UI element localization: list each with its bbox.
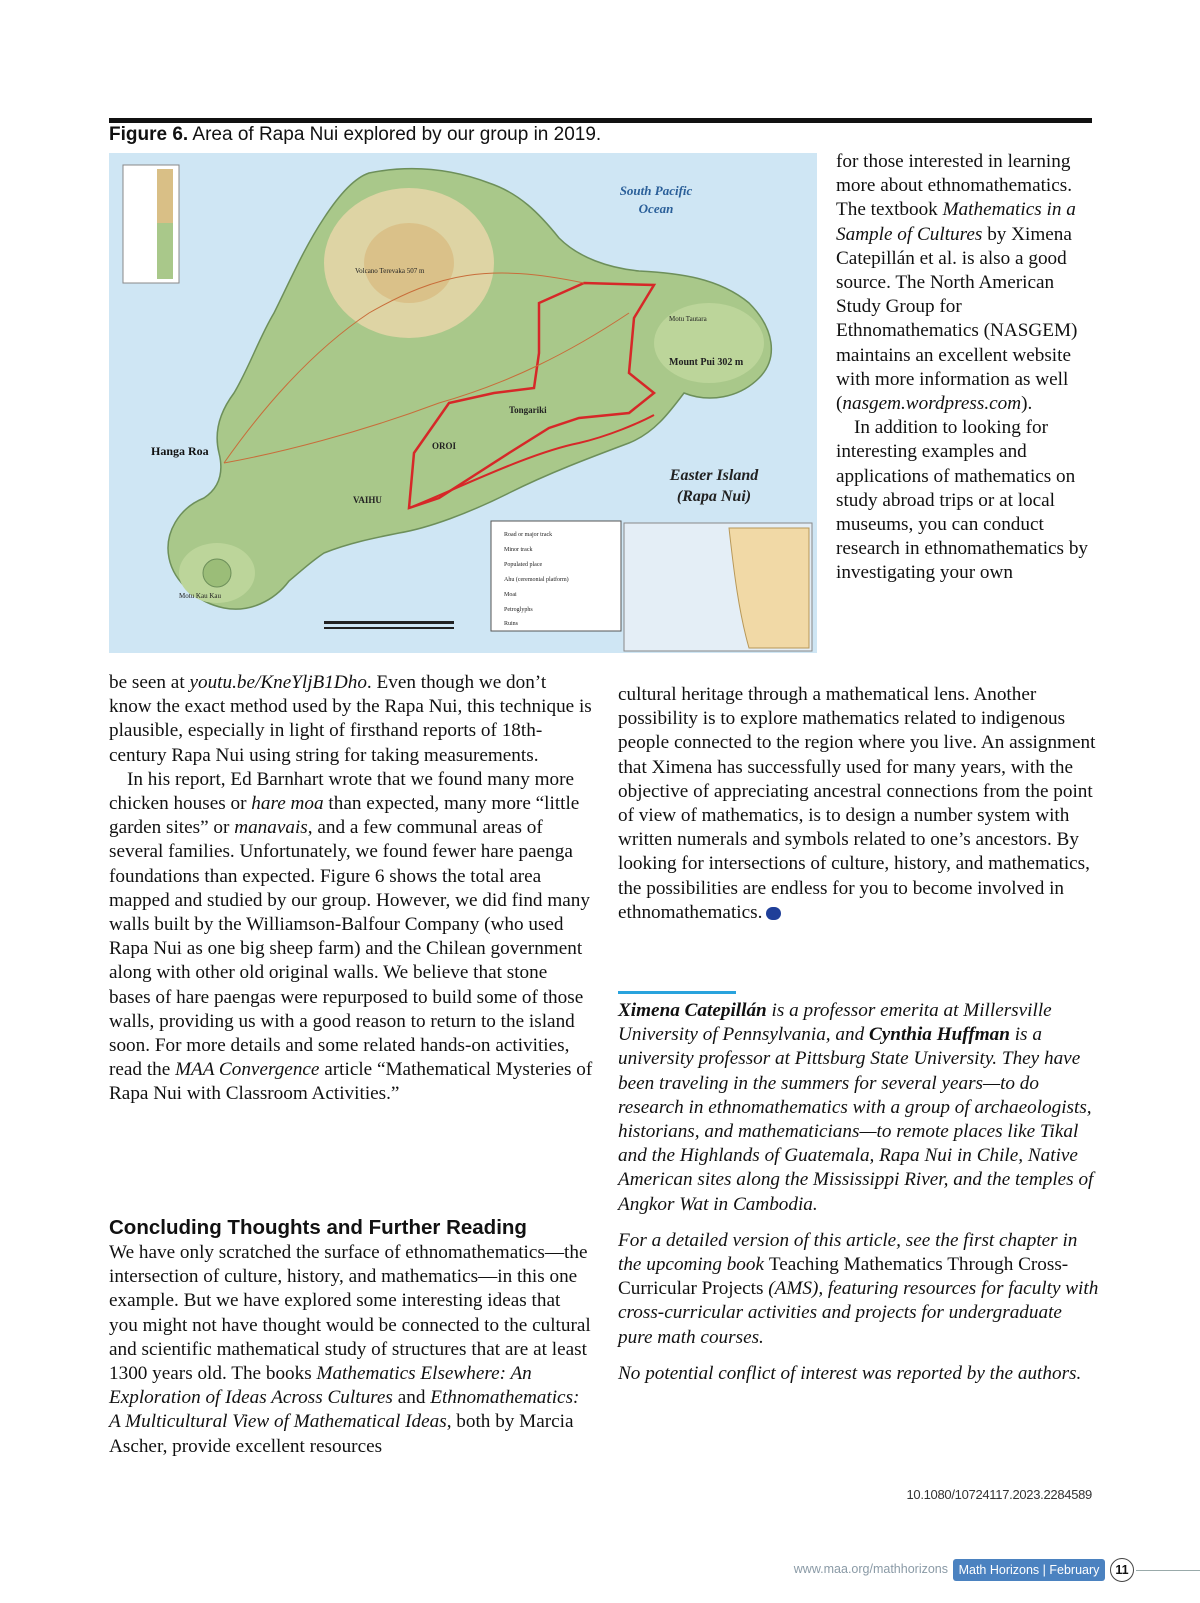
p2-b: than expected, many more “little garden sites” or [109,793,580,839]
ocean-label-2: Ocean [638,201,674,216]
location-inset [624,523,812,651]
para1-a: for those interested in learning more about ethnomathematics. The textbook [836,151,1073,221]
legend-ruins: Ruins [504,621,519,627]
island-title-1: Easter Island [669,467,759,484]
ocean-label-1: South Pacific [619,183,693,198]
page-number: 11 [1110,1558,1134,1582]
section-heading: Concluding Thoughts and Further Reading [109,1216,527,1239]
hatu-hi-label: Tongariki [509,405,547,415]
para1-b: by Ximena Catepillán et al. is also a good source. The North American Study Group for Ethnomathematics (NASGEM) maintains an excellent website with more information as well ( [836,223,1078,415]
rano-kau-crater [203,559,231,587]
p3-c: , both by Marcia Ascher, provide excellent resources [109,1411,574,1457]
terevaka-peak [364,223,454,303]
para1-book-title: Mathematics in a Sample of Cultures [836,199,1076,245]
book-ethnomathematics: Ethnomathematics: A Multicultural View of Mathematical Ideas [109,1387,580,1433]
elevation-legend [123,165,179,283]
author-name-1: Ximena Catepillán [618,1000,767,1021]
poike-label: Mount Pui 302 m [669,357,744,368]
figure-caption-text: Area of Rapa Nui explored by our group in 2019. [192,124,602,145]
p2-a: In his report, Ed Barnhart wrote that we found many more chicken houses or [109,768,575,815]
bio-text-2: is a university professor at Pittsburg State University. They have been traveling in the summers for several years—to do research in ethnomathematics with a group of archaeologists, historians, and mathematicians—to remote places like Tikal and the Highlands of Guatemala, Rapa Nui in Chile, Native American sites along the Mississippi River, and the temples of Angkor Wat in Cambodia. [618,1024,1094,1215]
left-column [109,671,593,1107]
author-bio [618,999,1100,1398]
left-column-conclusion [109,1241,593,1459]
p1-a: be seen at [109,672,190,693]
footer-magazine: Math Horizons | February 2024 [953,1559,1105,1581]
p2-d: article “Mathematical Mysteries of Rapa Nui with Classroom Activities.” [109,1059,593,1105]
p3-b: and [392,1387,431,1409]
oroi-label: OROI [432,441,457,451]
legend-petroglyphs: Petroglyphs [504,607,533,613]
footer-line [1136,1570,1200,1571]
footer-url[interactable]: www.maa.org/mathhorizons [793,1562,948,1576]
legend-moai: Moai [504,592,517,598]
legend-populated: Populated place [504,562,543,568]
maa-convergence: MAA Convergence [175,1059,320,1081]
right-column-mid [618,683,1096,925]
author-name-2: Cynthia Huffman [868,1024,1010,1046]
book-mathematics-elsewhere: Mathematics Elsewhere: An Exploration of Ideas Across Cultures [109,1363,532,1409]
hare-moa: hare moa [251,793,324,815]
p3-a: We have only scratched the surface of ethnomathematics—the intersection of culture, history, and mathematics—in this one example. But we have explored some interesting ideas that you might not have thought would be connected to the cultural and scientific mathematical study of structures that are at least 1300 years old. The books [109,1242,591,1385]
note-a: For a detailed version of this article, see the first chapter in the upcoming book [618,1229,1078,1276]
p1-b: . Even though we don’t know the exact method used by the Rapa Nui, this technique is plausible, especially in light of firsthand reports of 18th-century Rapa Nui using string for taking measurements. [109,672,592,766]
heritage-paragraph: cultural heritage through a mathematical lens. Another possibility is to explore mathematics related to indigenous people connected to the region where you live. An assignment that Ximena has successfully used for many years, with the objective of appreciating ancestral connections from the point of view of mathematics, is to design a number system with written numerals and symbols related to one’s ancestors. By looking for intersections of culture, history, and mathematics, the possibilities are endless for you to become involved in ethnomathematics. [618,684,1096,923]
para2: In addition to looking for interesting examples and applications of mathematics on study abroad trips or at local museums, you can conduct research in ethnomathematics by investigating your own [836,417,1089,584]
figure-label: Figure 6. [109,124,189,145]
legend-road: Road or major track [504,532,553,538]
map-svg [109,153,817,653]
rapa-nui-map [109,153,817,653]
vaihu-label: VAIHU [353,495,382,505]
terevaka-label: Volcano Terevaka 507 m [355,267,425,275]
legend-minor: Minor track [504,547,533,553]
page-footer [0,1558,1200,1599]
manavais: manavais [234,817,308,839]
note-book-title: Teaching Mathematics Through Cross-Curricular Projects [618,1254,1069,1300]
note-b: (AMS), featuring resources for faculty with cross-curricular activities and projects for undergraduate pure math courses. [618,1278,1099,1348]
nasgem-link[interactable]: nasgem.wordpress.com [842,393,1022,415]
rano-kau-label: Motu Kau Kau [179,592,221,600]
town-label: Hanga Roa [151,444,209,458]
para1-c: ). [1021,393,1033,415]
conflict-statement: No potential conflict of interest was reported by the authors. [618,1362,1082,1384]
top-rule [109,118,1092,123]
youtube-link[interactable]: youtu.be/KneYljB1Dho [189,672,367,693]
right-column-top [836,150,1098,586]
p2-c: , and a few communal areas of several families. Unfortunately, we found fewer hare paenga foundations than expected. Figure 6 shows the total area mapped and studied by our group. However, we did find many walls built by the Williamson-Balfour Company (who used Rapa Nui as one big sheep farm) and the Chilean government along with other old original walls. We believe that stone bases of hare paengas were repurposed to build some of those walls, providing us with a good reason to return to the island soon. For more details and some related hands-on activities, read the [109,817,590,1081]
puakatike-label: Motu Tautara [669,315,707,323]
bio-text-1: is a professor emerita at Millersville University of Pennsylvania, and [618,1000,1052,1046]
bio-divider [618,991,736,994]
legend-ahu: Ahu (ceremonial platform) [504,577,569,583]
end-of-article-icon [766,907,781,920]
figure-caption [109,124,601,146]
doi: 10.1080/10724117.2023.2284589 [906,1487,1092,1502]
island-title-2: (Rapa Nui) [676,488,752,505]
